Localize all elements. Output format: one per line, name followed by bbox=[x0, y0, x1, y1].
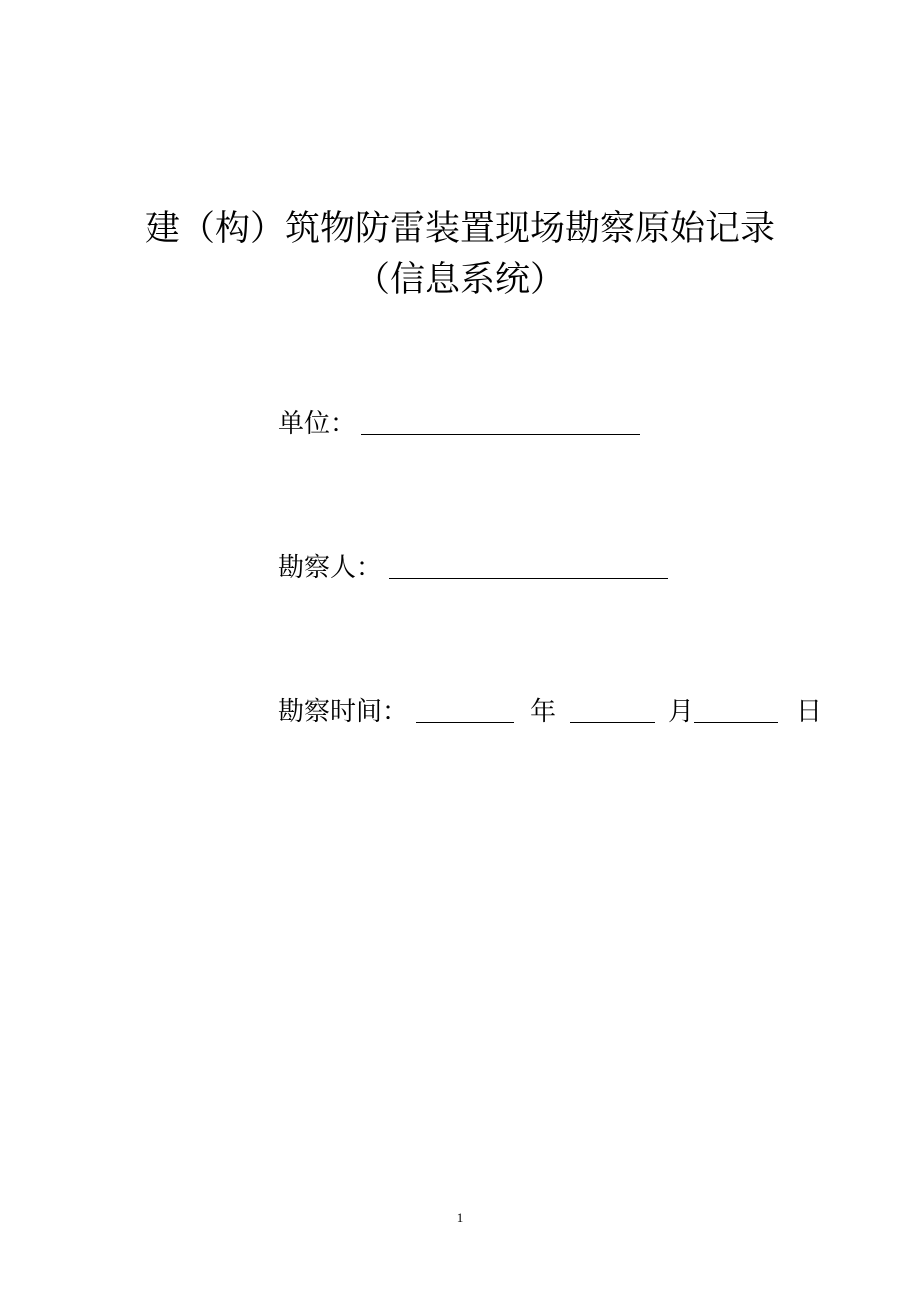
year-field[interactable] bbox=[416, 722, 514, 723]
page-number: 1 bbox=[456, 1210, 464, 1225]
document-title: 建（构）筑物防雷装置现场勘察原始记录 bbox=[144, 209, 775, 249]
survey-time-label: 勘察时间： bbox=[278, 697, 409, 727]
surveyor-field[interactable] bbox=[389, 578, 668, 579]
month-label: 月 bbox=[668, 697, 695, 727]
month-field[interactable] bbox=[570, 722, 655, 723]
unit-field[interactable] bbox=[361, 434, 640, 435]
day-label: 日 bbox=[796, 697, 823, 727]
day-field[interactable] bbox=[694, 722, 778, 723]
surveyor-label: 勘察人： bbox=[278, 553, 383, 583]
year-label: 年 bbox=[530, 697, 557, 727]
document-subtitle: （信息系统） bbox=[354, 260, 565, 300]
unit-label: 单位： bbox=[278, 409, 357, 439]
